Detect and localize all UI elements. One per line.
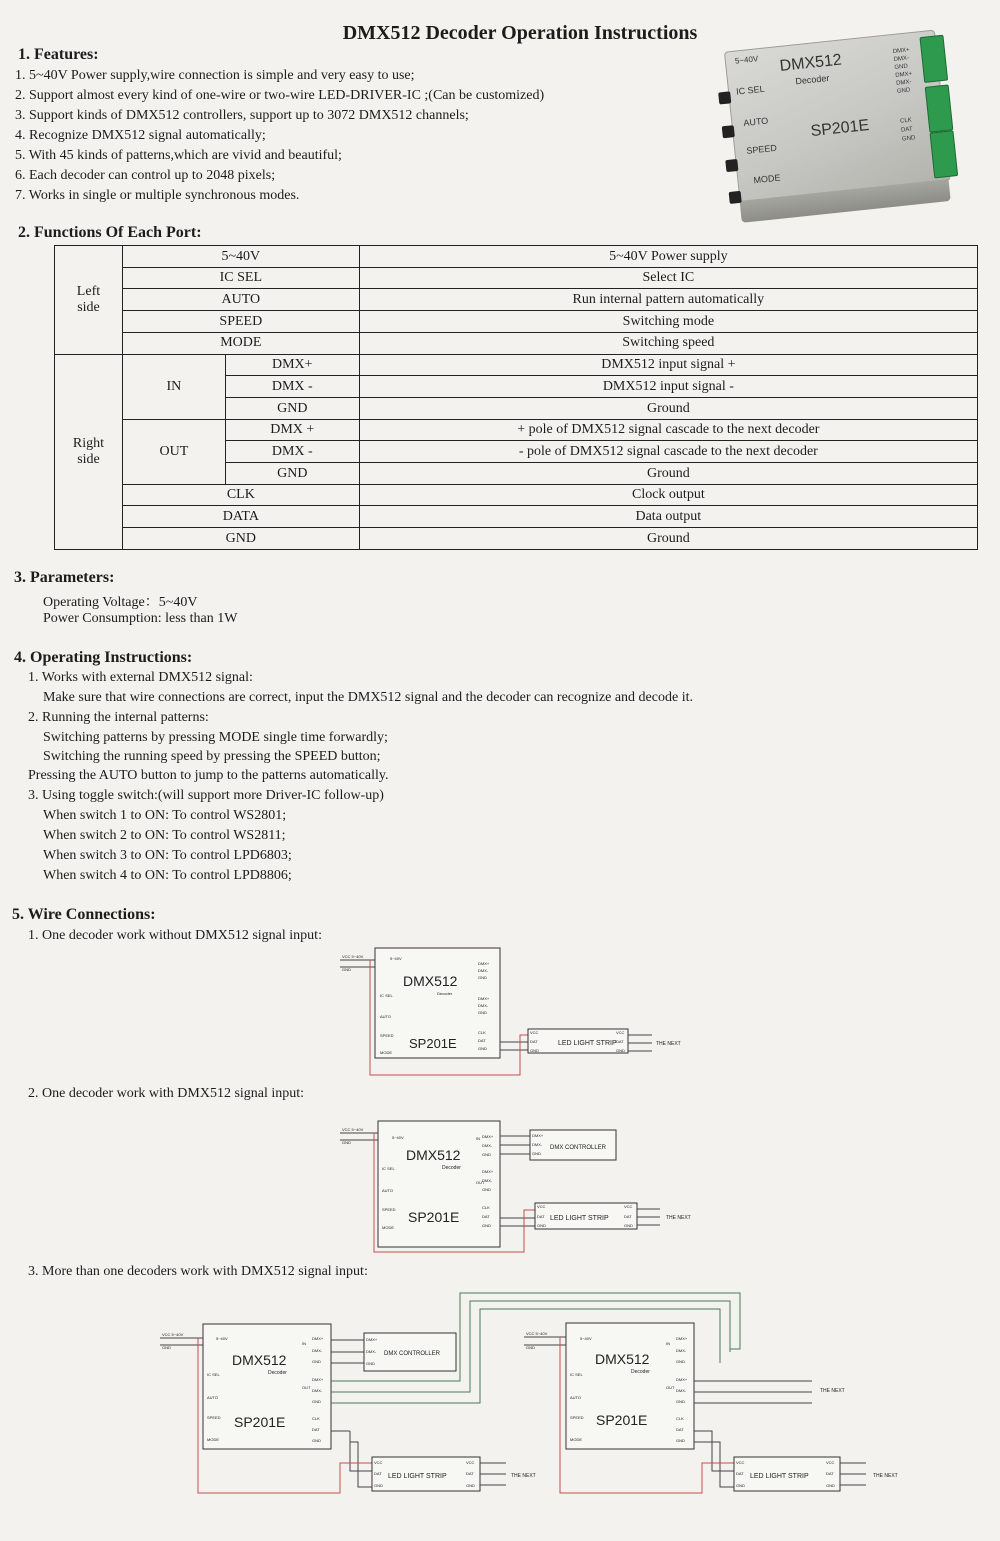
- device-label: MODE: [752, 172, 781, 186]
- svg-text:DMX-: DMX-: [478, 1003, 489, 1008]
- svg-text:DAT: DAT: [676, 1427, 684, 1432]
- svg-text:GND: GND: [374, 1483, 383, 1488]
- svg-text:DAT: DAT: [624, 1214, 632, 1219]
- svg-text:LED LIGHT STRIP: LED LIGHT STRIP: [388, 1473, 447, 1480]
- svg-text:GND: GND: [478, 1010, 487, 1015]
- svg-text:DMX+: DMX+: [366, 1337, 378, 1342]
- instruction-line: When switch 1 to ON: To control WS2801;: [43, 808, 287, 823]
- svg-text:DMX+: DMX+: [478, 996, 490, 1001]
- svg-text:DMX+: DMX+: [482, 1134, 494, 1139]
- instruction-line: 2. Running the internal patterns:: [28, 710, 209, 725]
- feature-item: 1. 5~40V Power supply,wire connection is simple and very easy to use;: [15, 68, 415, 83]
- desc-cell: Data output: [359, 506, 977, 528]
- svg-text:DAT: DAT: [537, 1214, 545, 1219]
- svg-text:IC SEL: IC SEL: [570, 1372, 583, 1377]
- svg-text:VCC: VCC: [616, 1030, 625, 1035]
- svg-text:VCC: VCC: [736, 1460, 745, 1465]
- svg-text:DAT: DAT: [482, 1214, 490, 1219]
- svg-text:CLK: CLK: [482, 1205, 490, 1210]
- svg-text:IN: IN: [302, 1341, 306, 1346]
- svg-text:IC SEL: IC SEL: [380, 993, 393, 998]
- desc-cell: Ground: [359, 397, 977, 419]
- left-side-label: Left side: [55, 246, 123, 355]
- svg-text:Decoder: Decoder: [442, 1165, 461, 1171]
- device-right-labels: DMX+ DMX- GND DMX+ DMX- GND: [892, 47, 913, 95]
- desc-cell: Clock output: [359, 484, 977, 506]
- svg-text:GND: GND: [482, 1223, 491, 1228]
- device-label: IC SEL: [735, 83, 766, 97]
- svg-text:THE NEXT: THE NEXT: [511, 1473, 536, 1479]
- svg-text:DMX+: DMX+: [312, 1336, 324, 1341]
- svg-text:DMX CONTROLLER: DMX CONTROLLER: [550, 1145, 607, 1151]
- svg-text:DMX+: DMX+: [532, 1133, 544, 1138]
- wiring-diagram-1: [330, 945, 700, 1085]
- svg-text:GND: GND: [312, 1399, 321, 1404]
- svg-text:MODE: MODE: [380, 1050, 392, 1055]
- svg-text:MODE: MODE: [382, 1225, 394, 1230]
- functions-heading: 2. Functions Of Each Port:: [18, 224, 202, 241]
- port-cell: DMX +: [225, 419, 359, 441]
- svg-text:GND: GND: [162, 1345, 171, 1350]
- desc-cell: 5~40V Power supply: [359, 246, 977, 268]
- svg-text:THE NEXT: THE NEXT: [666, 1215, 691, 1221]
- svg-text:SP201E: SP201E: [234, 1414, 286, 1430]
- feature-item: 5. With 45 kinds of patterns,which are vivid and beautiful;: [15, 148, 342, 163]
- features-heading: 1. Features:: [18, 46, 99, 63]
- svg-text:DMX+: DMX+: [482, 1169, 494, 1174]
- device-label: AUTO: [742, 115, 769, 129]
- port-cell: 5~40V: [122, 246, 359, 268]
- instruction-line: Pressing the AUTO button to jump to the patterns automatically.: [28, 768, 389, 783]
- svg-text:GND: GND: [624, 1223, 633, 1228]
- svg-text:GND: GND: [826, 1483, 835, 1488]
- device-right-labels: CLK DAT GND: [899, 117, 916, 143]
- svg-text:DAT: DAT: [374, 1471, 382, 1476]
- desc-cell: + pole of DMX512 signal cascade to the next decoder: [359, 419, 977, 441]
- svg-text:IN: IN: [476, 1136, 480, 1141]
- svg-text:GND: GND: [526, 1345, 535, 1350]
- svg-text:CLK: CLK: [312, 1416, 320, 1421]
- svg-text:GND: GND: [366, 1361, 375, 1366]
- svg-text:DAT: DAT: [826, 1471, 834, 1476]
- feature-item: 7. Works in single or multiple synchronous modes.: [15, 188, 300, 203]
- instruction-line: When switch 2 to ON: To control WS2811;: [43, 828, 286, 843]
- instruction-line: 1. Works with external DMX512 signal:: [28, 670, 253, 685]
- svg-text:DAT: DAT: [466, 1471, 474, 1476]
- feature-item: 2. Support almost every kind of one-wire or two-wire LED-DRIVER-IC ;(Can be customized): [15, 88, 545, 103]
- svg-text:DMX-: DMX-: [312, 1388, 323, 1393]
- svg-text:5~40V: 5~40V: [392, 1135, 404, 1140]
- svg-text:OUT: OUT: [476, 1180, 485, 1185]
- svg-text:SP201E: SP201E: [409, 1036, 457, 1051]
- feature-item: 3. Support kinds of DMX512 controllers, support up to 3072 DMX512 channels;: [15, 108, 469, 123]
- wiring-case-label: 1. One decoder work without DMX512 signal input:: [28, 928, 322, 943]
- desc-cell: Ground: [359, 463, 977, 485]
- instruction-line: Make sure that wire connections are correct, input the DMX512 signal and the decoder can recognize and decode it.: [43, 690, 693, 705]
- port-cell: DATA: [122, 506, 359, 528]
- svg-text:IC SEL: IC SEL: [382, 1166, 395, 1171]
- port-cell: DMX+: [225, 354, 359, 376]
- svg-text:DAT: DAT: [478, 1038, 486, 1043]
- svg-text:Decoder: Decoder: [268, 1370, 287, 1376]
- parameters-heading: 3. Parameters:: [14, 569, 115, 586]
- svg-text:DMX-: DMX-: [676, 1388, 687, 1393]
- port-cell: SPEED: [122, 311, 359, 333]
- svg-text:GND: GND: [482, 1187, 491, 1192]
- svg-text:DMX-: DMX-: [312, 1348, 323, 1353]
- svg-text:VCC: VCC: [826, 1460, 835, 1465]
- decoder-product-photo: [713, 20, 967, 226]
- svg-text:DMX-: DMX-: [532, 1142, 543, 1147]
- svg-text:THE NEXT: THE NEXT: [873, 1473, 898, 1479]
- svg-text:DMX+: DMX+: [312, 1377, 324, 1382]
- svg-text:Decoder: Decoder: [437, 991, 453, 996]
- svg-text:MODE: MODE: [207, 1437, 219, 1442]
- svg-text:SPEED: SPEED: [207, 1415, 221, 1420]
- svg-text:SPEED: SPEED: [570, 1415, 584, 1420]
- svg-text:SPEED: SPEED: [382, 1207, 396, 1212]
- wiring-case-label: 2. One decoder work with DMX512 signal input:: [28, 1086, 305, 1101]
- instruction-line: 3. Using toggle switch:(will support more Driver-IC follow-up): [28, 788, 384, 803]
- svg-text:VCC 5~40V: VCC 5~40V: [342, 954, 364, 959]
- svg-text:VCC: VCC: [466, 1460, 475, 1465]
- right-side-label: Right side: [55, 354, 123, 549]
- instruction-line: When switch 4 to ON: To control LPD8806;: [43, 868, 292, 883]
- svg-text:DMX512: DMX512: [595, 1351, 650, 1367]
- desc-cell: DMX512 input signal +: [359, 354, 977, 376]
- svg-text:GND: GND: [312, 1359, 321, 1364]
- svg-text:VCC: VCC: [530, 1030, 539, 1035]
- svg-text:IC SEL: IC SEL: [207, 1372, 220, 1377]
- svg-text:AUTO: AUTO: [380, 1014, 392, 1019]
- page-title: DMX512 Decoder Operation Instructions: [342, 22, 698, 44]
- svg-text:DMX512: DMX512: [403, 973, 458, 989]
- svg-text:THE NEXT: THE NEXT: [820, 1388, 845, 1394]
- svg-text:5~40V: 5~40V: [580, 1336, 592, 1341]
- svg-text:MODE: MODE: [570, 1437, 582, 1442]
- svg-text:LED LIGHT STRIP: LED LIGHT STRIP: [750, 1473, 809, 1480]
- instruction-line: When switch 3 to ON: To control LPD6803;: [43, 848, 292, 863]
- port-cell: GND: [122, 528, 359, 550]
- instruction-line: Switching the running speed by pressing the SPEED button;: [43, 749, 381, 764]
- svg-text:GND: GND: [312, 1438, 321, 1443]
- instruction-line: Switching patterns by pressing MODE single time forwardly;: [43, 730, 388, 745]
- desc-cell: Run internal pattern automatically: [359, 289, 977, 311]
- port-cell: CLK: [122, 484, 359, 506]
- port-cell: GND: [225, 397, 359, 419]
- svg-text:DMX512: DMX512: [232, 1352, 287, 1368]
- desc-cell: Switching mode: [359, 311, 977, 333]
- svg-text:GND: GND: [466, 1483, 475, 1488]
- svg-text:VCC: VCC: [624, 1204, 633, 1209]
- device-power: 5~40V: [734, 54, 759, 66]
- svg-text:GND: GND: [482, 1152, 491, 1157]
- svg-text:SP201E: SP201E: [596, 1412, 648, 1428]
- operating-voltage: Operating Voltage：5~40V: [43, 595, 198, 610]
- svg-text:DMX-: DMX-: [478, 968, 489, 973]
- svg-text:GND: GND: [616, 1048, 625, 1053]
- port-cell: AUTO: [122, 289, 359, 311]
- svg-text:DMX+: DMX+: [676, 1377, 688, 1382]
- svg-text:5~40V: 5~40V: [216, 1336, 228, 1341]
- port-cell: MODE: [122, 332, 359, 354]
- svg-text:DAT: DAT: [530, 1039, 538, 1044]
- svg-text:DMX-: DMX-: [482, 1143, 493, 1148]
- svg-text:SP201E: SP201E: [408, 1209, 460, 1225]
- ports-table: [54, 245, 978, 550]
- svg-text:VCC 5~40V: VCC 5~40V: [162, 1332, 184, 1337]
- svg-text:GND: GND: [537, 1223, 546, 1228]
- desc-cell: Switching speed: [359, 332, 977, 354]
- port-cell: DMX -: [225, 376, 359, 398]
- operating-heading: 4. Operating Instructions:: [14, 649, 193, 666]
- svg-text:DAT: DAT: [616, 1039, 624, 1044]
- svg-text:DAT: DAT: [736, 1471, 744, 1476]
- svg-text:DMX+: DMX+: [676, 1336, 688, 1341]
- wiring-diagram-3: [150, 1285, 980, 1505]
- device-brand: DMX512: [778, 51, 843, 75]
- svg-text:VCC: VCC: [537, 1204, 546, 1209]
- svg-text:DMX CONTROLLER: DMX CONTROLLER: [384, 1351, 441, 1357]
- desc-cell: Ground: [359, 528, 977, 550]
- port-cell: DMX -: [225, 441, 359, 463]
- in-group-label: IN: [122, 354, 225, 419]
- port-cell: GND: [225, 463, 359, 485]
- device-model: SP201E: [809, 117, 871, 141]
- svg-text:GND: GND: [342, 967, 351, 972]
- svg-text:GND: GND: [676, 1438, 685, 1443]
- desc-cell: Select IC: [359, 267, 977, 289]
- svg-text:AUTO: AUTO: [570, 1395, 582, 1400]
- svg-text:VCC 5~40V: VCC 5~40V: [526, 1331, 548, 1336]
- svg-text:GND: GND: [676, 1399, 685, 1404]
- wiring-diagram-2: [330, 1118, 710, 1258]
- wiring-heading: 5. Wire Connections:: [12, 906, 156, 923]
- svg-text:OUT: OUT: [302, 1385, 311, 1390]
- svg-text:THE NEXT: THE NEXT: [656, 1041, 681, 1047]
- svg-text:VCC: VCC: [374, 1460, 383, 1465]
- svg-text:GND: GND: [478, 975, 487, 980]
- svg-text:SPEED: SPEED: [380, 1033, 394, 1038]
- svg-text:CLK: CLK: [676, 1416, 684, 1421]
- svg-text:DMX-: DMX-: [482, 1178, 493, 1183]
- desc-cell: DMX512 input signal -: [359, 376, 977, 398]
- power-consumption: Power Consumption: less than 1W: [43, 611, 238, 626]
- svg-text:VCC 5~40V: VCC 5~40V: [342, 1127, 364, 1132]
- svg-text:DMX-: DMX-: [366, 1349, 377, 1354]
- svg-text:5~40V: 5~40V: [390, 956, 402, 961]
- svg-text:CLK: CLK: [478, 1030, 486, 1035]
- device-label: SPEED: [745, 142, 778, 156]
- svg-text:GND: GND: [736, 1483, 745, 1488]
- svg-text:IN: IN: [666, 1341, 670, 1346]
- port-cell: IC SEL: [122, 267, 359, 289]
- svg-text:DMX-: DMX-: [676, 1348, 687, 1353]
- svg-text:AUTO: AUTO: [207, 1395, 219, 1400]
- desc-cell: - pole of DMX512 signal cascade to the next decoder: [359, 441, 977, 463]
- svg-text:LED LIGHT STRIP: LED LIGHT STRIP: [558, 1040, 617, 1047]
- svg-text:GND: GND: [530, 1048, 539, 1053]
- svg-text:GND: GND: [532, 1151, 541, 1156]
- device-sub: Decoder: [794, 72, 830, 87]
- svg-text:GND: GND: [342, 1140, 351, 1145]
- svg-text:DMX+: DMX+: [478, 961, 490, 966]
- svg-text:GND: GND: [676, 1359, 685, 1364]
- out-group-label: OUT: [122, 419, 225, 484]
- feature-item: 4. Recognize DMX512 signal automatically;: [15, 128, 266, 143]
- svg-text:Decoder: Decoder: [631, 1369, 650, 1375]
- wiring-case-label: 3. More than one decoders work with DMX512 signal input:: [28, 1264, 368, 1279]
- svg-text:DMX512: DMX512: [406, 1147, 461, 1163]
- svg-text:LED LIGHT STRIP: LED LIGHT STRIP: [550, 1215, 609, 1222]
- svg-text:DAT: DAT: [312, 1427, 320, 1432]
- svg-text:OUT: OUT: [666, 1385, 675, 1390]
- svg-text:GND: GND: [478, 1046, 487, 1051]
- feature-item: 6. Each decoder can control up to 2048 pixels;: [15, 168, 276, 183]
- svg-text:AUTO: AUTO: [382, 1188, 394, 1193]
